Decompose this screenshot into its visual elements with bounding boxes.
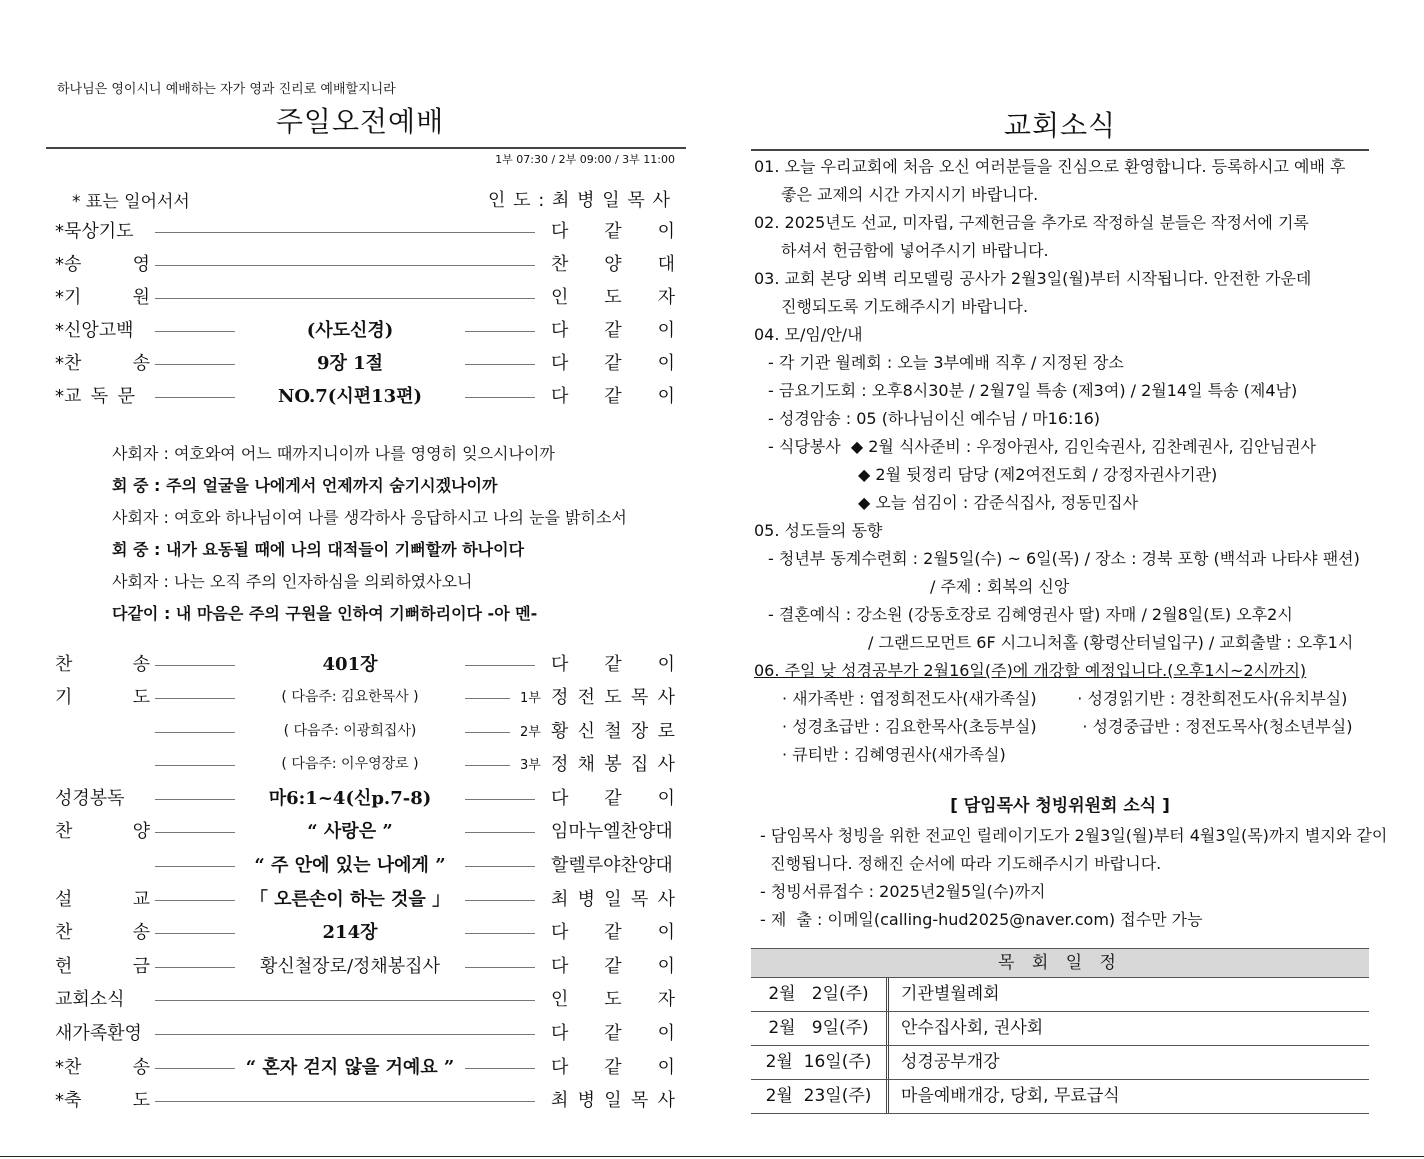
responsive-line <box>112 441 555 464</box>
divider <box>0 1156 1424 1157</box>
responsive-line <box>112 505 627 528</box>
committee-line: 진행됩니다. 정해진 순서에 따라 기도해주시기 바랍니다. <box>760 854 1162 873</box>
row-content: 마6:1~4(신p.7-8) <box>235 784 465 810</box>
row-person: 인 도 자 <box>551 287 675 308</box>
epigraph: 하나님은 영이시니 예배하는 자가 영과 진리로 예배할지니라 <box>57 82 396 97</box>
responsive-line <box>112 473 497 496</box>
committee-line: - 청빙서류접수 : 2025년2월5일(수)까지 <box>760 882 1046 901</box>
news-line: - 성경암송 : 05 (하나님이신 예수님 / 마16:16) <box>768 409 1101 428</box>
row-person: 다 같 이 <box>551 386 675 407</box>
row-label: 헌 금 <box>55 956 150 977</box>
news-line: 진행되도록 기도해주시기 바랍니다. <box>781 297 1029 316</box>
row-label: *찬 송 <box>55 1057 150 1078</box>
row-content: “ 사랑은 ” <box>235 817 465 843</box>
divider <box>46 147 686 149</box>
leader-line <box>155 1101 535 1102</box>
row-person: 인 도 자 <box>551 989 675 1010</box>
row-content: ( 다음주: 이광희집사) <box>235 720 465 740</box>
row-person: 다 같 이 <box>551 320 675 341</box>
row-content: 9장 1절 <box>235 349 465 375</box>
schedule-date: 2월 23일(주) <box>751 1080 889 1113</box>
service-times: 1부 07:30 / 2부 09:00 / 3부 11:00 <box>495 153 675 166</box>
speaker: 회 중 : <box>112 476 167 495</box>
row-label: 기 도 <box>55 687 150 708</box>
row-person: 다 같 이 <box>551 956 675 977</box>
row-person: 다 같 이 <box>551 221 675 242</box>
news-line: · 성경초급반 : 김요한목사(초등부실) · 성경중급반 : 정전도목사(청소년부실) <box>782 717 1353 736</box>
row-label: *묵상기도 <box>55 221 134 242</box>
row-person: 다 같 이 <box>551 1057 675 1078</box>
row-person: 황 신 철 장 로 <box>551 721 675 742</box>
row-content: NO.7(시편13편) <box>235 382 465 408</box>
row-content: (사도신경) <box>235 316 465 342</box>
news-line: 좋은 교제의 시간 가지시기 바랍니다. <box>781 185 1039 204</box>
news-line: 01. 오늘 우리교회에 처음 오신 여러분들을 진심으로 환영합니다. 등록하시고 예배 후 <box>754 157 1346 176</box>
service-number: 1부 <box>520 691 541 706</box>
speaker: 다같이 : <box>112 604 176 623</box>
speaker: 사회자 : <box>112 572 174 591</box>
page-title: 주일오전예배 <box>275 105 445 138</box>
responsive-text: 여호와 하나님이여 나를 생각하사 응답하시고 나의 눈을 밝히소서 <box>173 508 627 527</box>
row-label: 찬 송 <box>55 922 150 943</box>
committee-line: - 제 출 : 이메일(calling-hud2025@naver.com) 접수만 가능 <box>760 910 1203 929</box>
row-content: ( 다음주: 이우영장로 ) <box>235 753 465 773</box>
leader: 인 도 : 최 병 일 목 사 <box>488 190 671 211</box>
news-line: 하셔서 헌금함에 넣어주시기 바랍니다. <box>781 241 1049 260</box>
news-line: ◆ 오늘 섬김이 : 감준식집사, 정동민집사 <box>858 493 1139 512</box>
worship-row <box>55 851 675 881</box>
worship-row <box>55 382 675 412</box>
worship-row <box>55 784 675 814</box>
row-label: 교회소식 <box>55 989 125 1010</box>
responsive-text: 여호와여 어느 때까지니이까 나를 영영히 잊으시나이까 <box>173 444 555 463</box>
row-label: 성경봉독 <box>55 788 125 809</box>
responsive-text: 나는 오직 주의 인자하심을 의뢰하였사오니 <box>173 572 473 591</box>
schedule-date: 2월 16일(주) <box>751 1046 889 1079</box>
schedule-row <box>751 1080 1369 1114</box>
worship-row <box>55 1019 675 1049</box>
worship-row <box>55 217 675 247</box>
news-line: - 금요기도회 : 오후8시30분 / 2월7일 특송 (제3여) / 2월14일 특송 (제4남) <box>768 381 1298 400</box>
row-person: 최 병 일 목 사 <box>551 1090 675 1111</box>
schedule-row <box>751 1046 1369 1080</box>
leader-line <box>155 1034 535 1035</box>
leader-line <box>155 298 535 299</box>
news-line: - 식당봉사 ◆ 2월 식사준비 : 우정아권사, 김인숙권사, 김찬례권사, 김안님권사 <box>768 437 1316 456</box>
schedule-event: 마을예배개강, 당회, 무료급식 <box>901 1086 1120 1106</box>
worship-row <box>55 750 675 780</box>
schedule-header: 목 회 일 정 <box>751 948 1369 978</box>
worship-row <box>55 817 675 847</box>
responsive-line <box>112 569 473 592</box>
row-person: 정 전 도 목 사 <box>551 687 675 708</box>
news-line: ◆ 2월 뒷정리 담당 (제2여전도회 / 강정자권사기관) <box>858 465 1218 484</box>
news-line: - 청년부 동계수련회 : 2월5일(수) ~ 6일(목) / 장소 : 경북 포항 (백석과 나타샤 팬션) <box>768 549 1360 568</box>
leader-line <box>155 232 535 233</box>
schedule-row <box>751 1012 1369 1046</box>
row-person: 정 채 봉 집 사 <box>551 754 675 775</box>
row-content: 401장 <box>235 650 465 676</box>
row-label: *축 도 <box>55 1090 150 1111</box>
service-number: 2부 <box>520 725 541 740</box>
news-line: - 결혼예식 : 강소원 (강동호장로 김혜영권사 딸) 자매 / 2월8일(토) 오후2시 <box>768 605 1293 624</box>
news-line: 03. 교회 본당 외벽 리모델링 공사가 2월3일(월)부터 시작됩니다. 안전한 가운데 <box>754 269 1312 288</box>
committee-line: - 담임목사 청빙을 위한 전교인 릴레이기도가 2월3일(월)부터 4월3일(목)까지 별지와 같이 <box>760 826 1388 845</box>
row-content: 「 오른손이 하는 것을 」 <box>235 885 465 911</box>
worship-row <box>55 250 675 280</box>
news-line: / 그랜드모먼트 6F 시그니처홀 (황령산터널입구) / 교회출발 : 오후1시 <box>868 633 1354 652</box>
schedule-event: 안수집사회, 권사회 <box>901 1018 1044 1038</box>
worship-row <box>55 650 675 680</box>
row-content: 황신철장로/정채봉집사 <box>235 952 465 978</box>
worship-row <box>55 717 675 747</box>
row-label: 새가족환영 <box>55 1023 142 1044</box>
row-label: 찬 양 <box>55 821 150 842</box>
worship-row <box>55 316 675 346</box>
worship-row <box>55 918 675 948</box>
church-news <box>754 153 1366 769</box>
divider <box>751 149 1369 151</box>
speaker: 회 중 : <box>112 540 167 559</box>
schedule-row <box>751 978 1369 1012</box>
worship-row <box>55 985 675 1015</box>
row-person: 찬 양 대 <box>551 254 675 275</box>
worship-row <box>55 885 675 915</box>
row-label: *송 영 <box>55 254 150 275</box>
responsive-text: 내 마음은 주의 구원을 인하여 기뻐하리이다 -아 멘- <box>175 604 538 623</box>
row-person: 임마누엘찬양대 <box>551 821 673 842</box>
leader-line <box>155 265 535 266</box>
row-label: *찬 송 <box>55 353 150 374</box>
schedule-event: 기관별월례회 <box>901 984 1000 1004</box>
schedule-table <box>751 948 1369 1114</box>
leader-line <box>155 1000 535 1001</box>
responsive-text: 주의 얼굴을 나에게서 언제까지 숨기시겠나이까 <box>166 476 498 495</box>
responsive-text: 내가 요동될 때에 나의 대적들이 기뻐할까 하나이다 <box>166 540 525 559</box>
news-line: · 새가족반 : 엽정희전도사(새가족실) · 성경읽기반 : 경찬희전도사(유치부실) <box>782 689 1348 708</box>
worship-row <box>55 683 675 713</box>
row-label: *교 독 문 <box>55 386 135 407</box>
news-line: - 각 기관 월례회 : 오늘 3부예배 직후 / 지정된 장소 <box>768 353 1124 372</box>
row-content: “ 혼자 걷지 않을 거예요 ” <box>235 1053 465 1079</box>
row-person: 다 같 이 <box>551 1023 675 1044</box>
row-label: 설 교 <box>55 889 150 910</box>
news-line: 02. 2025년도 선교, 미자립, 구제헌금을 추가로 작정하실 분들은 작정서에 기록 <box>754 213 1309 232</box>
row-label: *신앙고백 <box>55 320 134 341</box>
row-person: 다 같 이 <box>551 788 675 809</box>
speaker: 사회자 : <box>112 444 174 463</box>
row-person: 다 같 이 <box>551 353 675 374</box>
row-person: 다 같 이 <box>551 922 675 943</box>
row-person: 다 같 이 <box>551 654 675 675</box>
row-label: *기 원 <box>55 287 150 308</box>
news-line: 04. 모/임/안/내 <box>754 325 863 344</box>
worship-row <box>55 349 675 379</box>
row-person: 할렐루야찬양대 <box>551 855 673 876</box>
row-content: “ 주 안에 있는 나에게 ” <box>235 851 465 877</box>
schedule-event: 성경공부개강 <box>901 1052 1000 1072</box>
committee-news <box>760 822 1388 934</box>
speaker: 사회자 : <box>112 508 174 527</box>
news-title: 교회소식 <box>1003 109 1117 142</box>
worship-row <box>55 1086 675 1116</box>
news-line: 06. 주일 낮 성경공부가 2월16일(주)에 개강할 예정입니다.(오후1시~2시까지) <box>754 661 1307 680</box>
service-number: 3부 <box>520 758 541 773</box>
schedule-date: 2월 9일(주) <box>751 1012 889 1045</box>
news-line: 05. 성도들의 동향 <box>754 521 883 540</box>
row-label: 찬 송 <box>55 654 150 675</box>
row-content: ( 다음주: 김요한목사 ) <box>235 686 465 706</box>
row-content: 214장 <box>235 918 465 944</box>
row-person: 최 병 일 목 사 <box>551 889 675 910</box>
news-line: · 큐티반 : 김혜영권사(새가족실) <box>782 745 1006 764</box>
worship-row <box>55 1053 675 1083</box>
stand-note: * 표는 일어서서 <box>72 192 190 212</box>
worship-row <box>55 283 675 313</box>
worship-row <box>55 952 675 982</box>
committee-title: [ 담임목사 청빙위원회 소식 ] <box>950 796 1170 816</box>
schedule-date: 2월 2일(주) <box>751 978 889 1011</box>
news-line: / 주제 : 회복의 신앙 <box>930 577 1070 596</box>
responsive-line <box>112 601 537 624</box>
responsive-line <box>112 537 524 560</box>
